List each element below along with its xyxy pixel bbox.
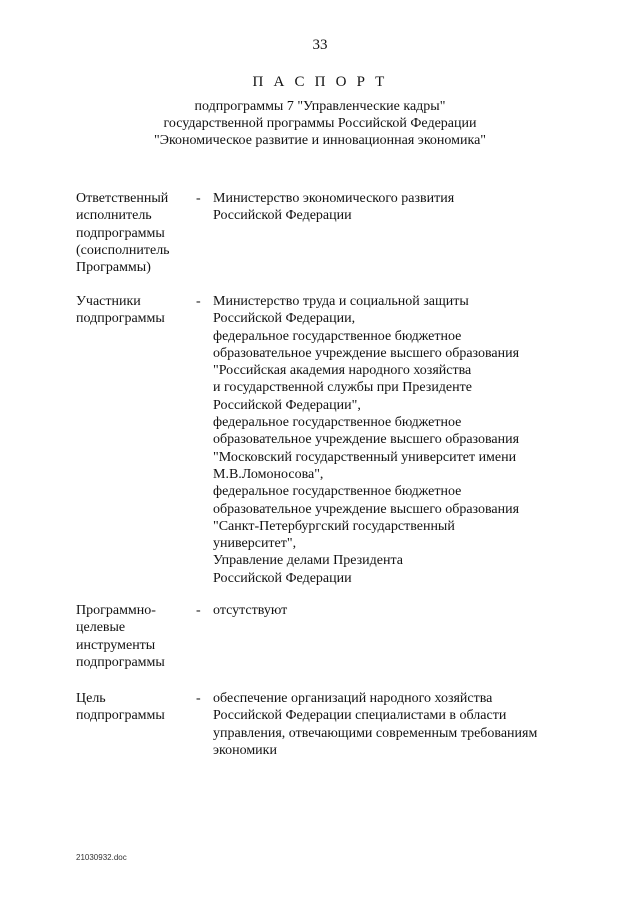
row-label: Участники подпрограммы: [76, 294, 165, 327]
document-subtitle: [0, 98, 640, 149]
row-value: отсутствуют: [213, 603, 288, 618]
row-dash: -: [196, 191, 201, 206]
page-number: 33: [312, 37, 328, 53]
file-name-footer: 21030932.doc: [76, 853, 127, 862]
row-value: обеспечение организаций народного хозяйства Российской Федерации специалистами в области управления, отвечающими современным требованиям экономики: [213, 691, 538, 758]
row-label: Программно- целевые инструменты подпрограммы: [76, 603, 165, 670]
subtitle-line: государственной программы Российской Федерации: [163, 116, 477, 131]
subtitle-line: "Экономическое развитие и инновационная экономика": [153, 133, 486, 148]
row-dash: -: [196, 603, 201, 618]
row-dash: -: [196, 691, 201, 706]
row-value: Министерство экономического развития Российской Федерации: [213, 191, 455, 224]
row-label: Цель подпрограммы: [76, 691, 165, 724]
row-label: Ответственный исполнитель подпрограммы (соисполнитель Программы): [76, 191, 170, 276]
document-title: П А С П О Р Т: [252, 74, 388, 90]
row-dash: -: [196, 294, 201, 309]
subtitle-line: подпрограммы 7 "Управленческие кадры": [194, 99, 446, 114]
row-value: Министерство труда и социальной защиты Российской Федерации, федеральное государственное бюджетное образовательное учреждение высшего образования "Российская академия народного хозяйства и государственной службы при Президенте Российской Федерации", федеральное государственное бюджетное образовательное учреждение высшего образования "Московский государственный университет имени М.В.Ломоносова", федеральное государственное бюджетное образовательное учреждение высшего образования "Санкт-Петербургский государственный университет", Управление делами Президента Российской Федерации: [213, 294, 520, 586]
